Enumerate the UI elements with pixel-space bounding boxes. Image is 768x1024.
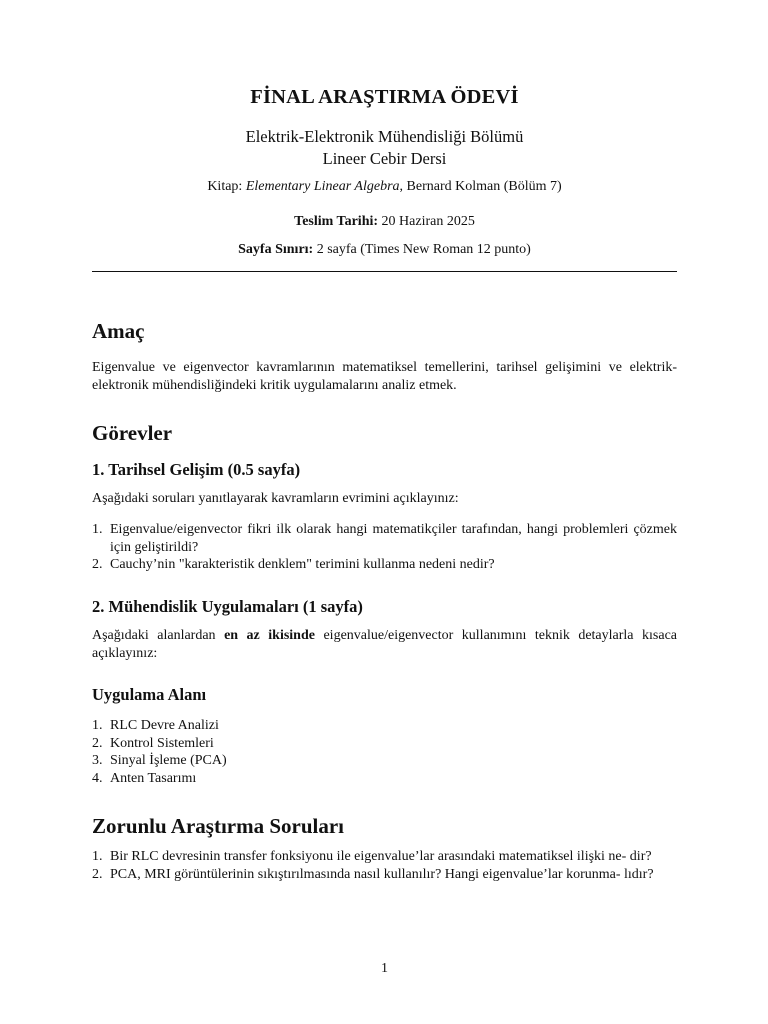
deadline-line [92,214,677,230]
history-heading: 1. Tarihsel Gelişim (0.5 sayfa) [92,460,301,479]
intro-text-before: Aşağıdaki alanlardan [92,628,225,643]
book-suffix: , Bernard Kolman (Bölüm 7) [399,179,562,194]
deadline-value: 20 Haziran 2025 [378,214,475,229]
page-limit-value: 2 sayfa (Times New Roman 12 punto) [313,242,531,257]
course-name: Lineer Cebir Dersi [322,149,447,168]
list-number: 1. [92,522,103,537]
document-title: FİNAL ARAŞTIRMA ÖDEVİ [250,86,519,108]
list-item-text: Sinyal İşleme (PCA) [110,753,227,768]
department-name: Elektrik-Elektronik Mühendisliği Bölümü [245,127,524,146]
list-item [92,556,677,574]
list-item-text: Eigenvalue/eigenvector fikri ilk olarak hangi matematikçiler tarafından, hangi problemleri çözmek için geliştirildi? [110,522,677,555]
list-item [92,848,677,866]
list-item [92,752,677,770]
purpose-text: Eigenvalue ve eigenvector kavramlarının matematiksel temellerini, tarihsel gelişimini ve elektrik-elektronik mühendisliğindeki kritik uygulamalarını analiz etmek. [92,360,677,393]
research-question-list [92,848,677,883]
list-number: 2. [92,866,103,882]
book-title: Elementary Linear Algebra [245,179,400,194]
tasks-heading: Görevler [92,421,173,445]
engineering-intro [92,627,677,663]
purpose-heading: Amaç [92,319,145,343]
list-item-text: Kontrol Sistemleri [110,735,214,751]
header-divider [92,271,677,272]
deadline-label: Teslim Tarihi: [294,214,379,229]
list-item-text: Anten Tasarımı [110,770,197,786]
application-areas-heading: Uygulama Alanı [92,685,207,704]
list-number: 2. [92,735,103,751]
list-number: 2. [92,557,103,572]
list-item-text: Cauchy’nin "karakteristik denklem" terimini kullanma nedeni nedir? [110,557,495,572]
list-item [92,866,677,884]
list-item [92,521,677,556]
book-reference [92,179,677,195]
page-number: 1 [381,961,388,976]
list-number: 1. [92,849,103,864]
intro-text-after: eigenvalue/eigenvector kullanımını teknik detaylarla kısaca açıklayınız: [92,628,677,661]
list-item-text: RLC Devre Analizi [110,718,219,733]
page-limit-line [92,242,677,258]
engineering-heading: 2. Mühendislik Uygulamaları (1 sayfa) [92,597,363,616]
document-page [92,0,677,1024]
intro-emphasis: en az ikisinde [224,628,315,643]
history-question-list [92,521,677,574]
list-number: 4. [92,770,103,786]
page-limit-label: Sayfa Sınırı: [238,242,314,257]
list-item [92,717,677,735]
history-intro: Aşağıdaki soruları yanıtlayarak kavramların evrimini açıklayınız: [92,491,459,506]
list-item [92,770,677,788]
application-areas-list [92,717,677,787]
list-item-text: Bir RLC devresinin transfer fonksiyonu ile eigenvalue’lar arasındaki matematiksel ilişki ne- dir? [110,849,652,864]
list-item [92,735,677,753]
list-number: 1. [92,718,103,733]
list-number: 3. [92,753,103,768]
book-prefix: Kitap: [207,179,246,194]
list-item-text: PCA, MRI görüntülerinin sıkıştırılmasında nasıl kullanılır? Hangi eigenvalue’lar korunma- lıdır? [110,866,654,882]
research-heading: Zorunlu Araştırma Soruları [92,814,345,838]
